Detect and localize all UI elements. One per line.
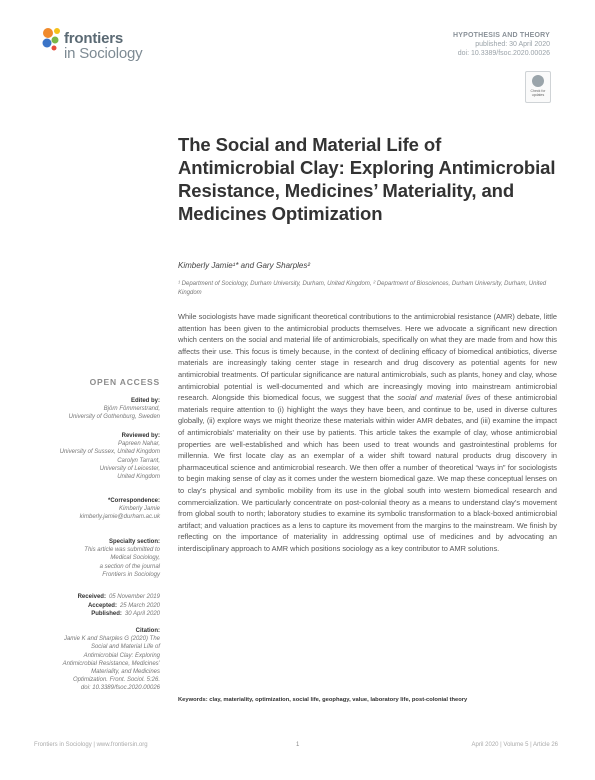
crossmark-badge[interactable] (525, 71, 551, 103)
citation-line: Jamie K and Sharples G (2020) The (63, 636, 160, 643)
correspondence-name: Kimberly Jamie (118, 506, 160, 513)
reviewed-by-section (30, 432, 160, 481)
citation-line: Antimicrobial Clay: Exploring (83, 652, 160, 659)
specialty-label: Specialty section: (108, 539, 160, 545)
crossmark-label: Check for updates (530, 89, 546, 97)
footer-journal[interactable]: Frontiers in Sociology | www.frontiersin.org (34, 742, 148, 748)
edited-by-section (30, 397, 160, 422)
abstract-text-2: of these antimicrobial materials require attention to (i) highlight the ways they have been, and continue to be, used in diverse cultures globally, (ii) explore ways we might theorize these materials within wider AMR debates, and (iii) examine the impact of antimicrobials’ materiality on their use by patients. This article takes the example of clay, whose antimicrobial properties are well-established and which has been used to treat wounds and gastrointestinal problems for millennia. We first locate clay as an exemplar of a wider shift toward natural products drug discovery in pharmaceutical science and antimicrobial research. We then offer a number of theoretical “ways in” for sociologists to begin making sense of clay as it comes under the western biomedical gaze. We map these conceptual lenses on to clay’s physical and symbolic mobility from its use in the global south into western biomedical research and commercialization. We particularly concentrate on post-colonial theory as a means to understand clay’s movement from global south to north; laboratory studies to examine its symbolic transformation to a black-boxed antimicrobial artifact; and valuation practices as a lens to capture its movement from the margins to the mainstream. We finish by reflecting on the importance of materiality in addressing optimal use of medicines and by advocating an interdisciplinary approach to AMR which positions sociology as a key contributor to AMR solutions. (178, 393, 557, 553)
reviewer-line: United Kingdom (117, 474, 160, 481)
citation-line: Materiality, and Medicines (91, 669, 160, 676)
specialty-line: Medical Sociology, (110, 555, 160, 562)
specialty-line: Frontiers in Sociology (102, 571, 160, 578)
correspondence-section (30, 497, 160, 522)
published-date: published: 30 April 2020 (475, 41, 550, 48)
editor-line: University of Gothenburg, Sweden (68, 414, 160, 421)
correspondence-email[interactable]: kimberly.jamie@durham.ac.uk (79, 514, 160, 521)
citation-line: Optimization. Front. Sociol. 5:26. (72, 677, 160, 684)
journal-name-line1: frontiers (64, 30, 124, 47)
reviewer-line: University of Sussex, United Kingdom (59, 449, 160, 456)
published-label: Published: (91, 611, 122, 617)
citation-line: Social and Material Life of (90, 644, 160, 651)
reviewer-line: Papreen Nahar, (117, 441, 160, 448)
doi[interactable]: doi: 10.3389/fsoc.2020.00026 (457, 50, 550, 57)
article-type: HYPOTHESIS AND THEORY (452, 32, 550, 39)
article-meta-header (453, 31, 550, 58)
citation-line: Antimicrobial Resistance, Medicines’ (62, 660, 160, 667)
citation-label: Citation: (135, 628, 160, 634)
keywords (178, 697, 557, 703)
specialty-section (30, 538, 160, 579)
journal-logo[interactable] (40, 26, 150, 66)
received-date: 05 November 2019 (108, 594, 160, 600)
abstract-text-1: While sociologists have made significant theoretical contributions to the antimicrobial resistance (AMR) debate, little attention has been given to the antimicrobial products themselves. Here we advocate a significant new direction which centers on the social and material life of antimicrobials, specifically on what they are made from and how this affects their use. This focus is timely because, in the context of declining efficacy of biomedical antibiotics, diverse materials are increasingly taking center stage in research and drug discovery as potential agents for new antimicrobial treatments. Of particular significance are natural antimicrobials, such as plants, honey and clay, whose antimicrobial potential is well-documented and which are increasingly moving into mainstream antimicrobial research. Alongside this biomedical focus, we suggest that the (178, 312, 557, 403)
page-number: 1 (296, 742, 300, 748)
received-label: Received: (77, 594, 106, 600)
accepted-date: 25 March 2020 (119, 602, 160, 609)
received-row (30, 593, 160, 602)
crossmark-icon (532, 75, 544, 87)
accepted-label: Accepted: (87, 602, 117, 609)
published-row (30, 610, 160, 619)
specialty-line: This article was submitted to (84, 547, 160, 554)
dates-section (30, 593, 160, 619)
reviewer-line: Carolyn Tarrant, (117, 457, 160, 464)
keywords-label: Keywords: (178, 697, 208, 703)
citation-section (30, 627, 160, 693)
keywords-list: clay, materiality, optimization, social life, geophagy, value, laboratory life, post-colonial theory (209, 697, 468, 703)
abstract (178, 311, 557, 554)
open-access-label: OPEN ACCESS (89, 377, 160, 387)
accepted-row (30, 602, 160, 611)
editor-line: Björn Fömmerstrand, (103, 406, 160, 413)
article-title: The Social and Material Life of Antimicrobial Clay: Exploring Antimicrobial Resistance, Medicines’ Materiality, and Medicines Optimization (178, 134, 556, 224)
journal-name-line2: in Sociology (64, 45, 143, 62)
correspondence-label: *Correspondence: (107, 498, 160, 504)
affiliations: ¹ Department of Sociology, Durham University, Durham, United Kingdom, ² Department of Biosciences, Durham University, Durham, United Kingdom (178, 281, 547, 296)
abstract-emphasis: social and material lives (397, 393, 481, 403)
citation-line[interactable]: doi: 10.3389/fsoc.2020.00026 (80, 685, 160, 692)
frontiers-logo-icon (40, 26, 66, 52)
edited-by-label: Edited by: (130, 398, 160, 404)
specialty-line: a section of the journal (99, 563, 160, 570)
authors: Kimberly Jamie¹* and Gary Sharples² (178, 261, 311, 270)
reviewed-by-label: Reviewed by: (121, 433, 160, 439)
footer-issue: April 2020 | Volume 5 | Article 26 (471, 742, 558, 748)
published-date-sidebar: 30 April 2020 (124, 611, 160, 617)
reviewer-line: University of Leicester, (99, 465, 160, 472)
